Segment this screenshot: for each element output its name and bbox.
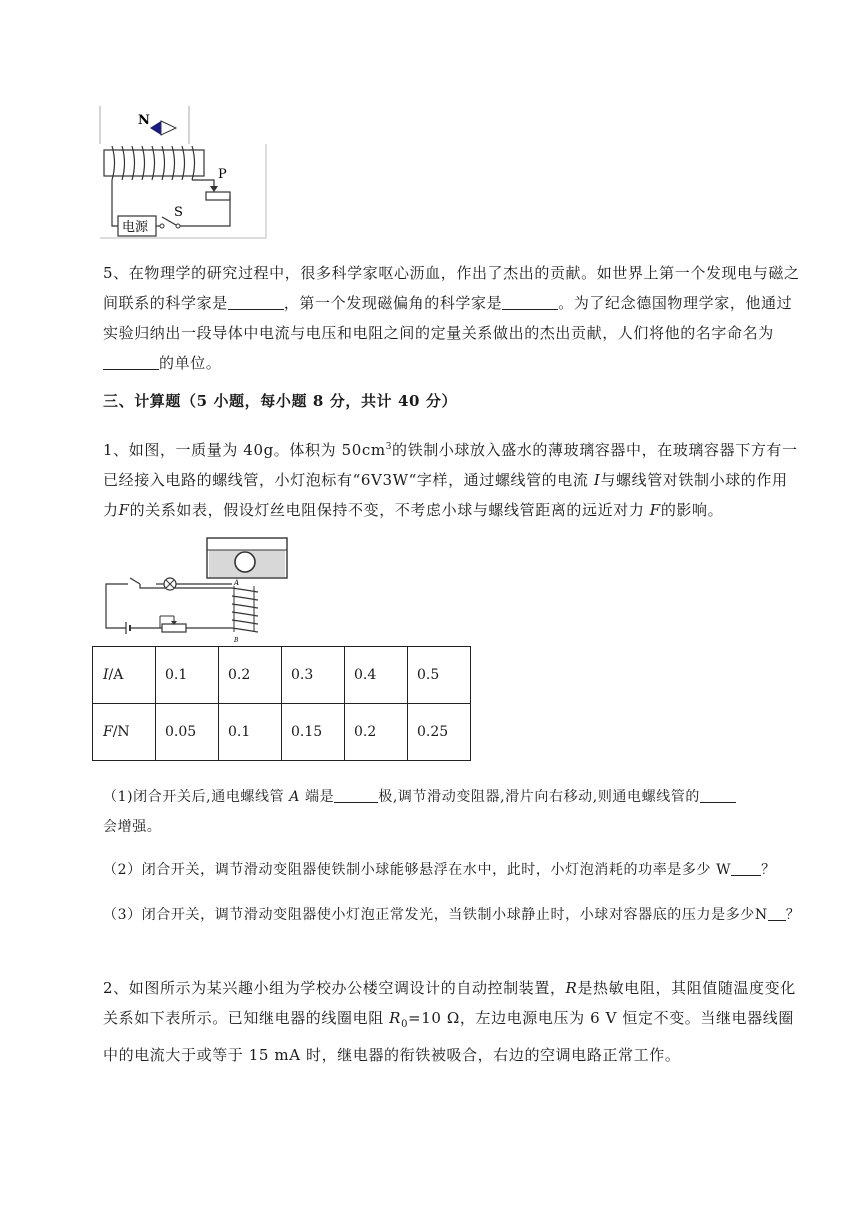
sub-question-2 bbox=[103, 855, 803, 885]
blank bbox=[768, 904, 786, 921]
section-heading: 三、计算题（5 小题，每小题 8 分，共计 40 分） bbox=[103, 392, 458, 410]
sub-question-3 bbox=[103, 900, 803, 930]
unit: /A bbox=[108, 667, 124, 683]
table-row bbox=[93, 647, 471, 704]
q5-text-1: 5、在物理学的研究过程中，很多科学家呕心沥血，作出了杰出的贡献。如世界上第一个发现电与磁之间联系的科学家是 bbox=[103, 264, 800, 312]
table-header-cell bbox=[93, 704, 156, 761]
table-cell: 0.1 bbox=[219, 704, 282, 761]
solenoid-circuit-figure bbox=[98, 104, 273, 240]
blank bbox=[731, 859, 761, 876]
table-cell: 0.05 bbox=[156, 704, 219, 761]
q5-text-2: ，第一个发现磁偏角的科学家是 bbox=[283, 294, 503, 312]
variable-f: F bbox=[103, 724, 113, 740]
sub-question-1 bbox=[103, 782, 803, 842]
variable-i: I bbox=[103, 667, 109, 683]
calc-question-2 bbox=[103, 973, 803, 1070]
compass-needle-north bbox=[150, 121, 161, 135]
table-header-cell bbox=[93, 647, 156, 704]
table-cell: 0.4 bbox=[345, 647, 408, 704]
question-5 bbox=[103, 258, 803, 378]
rheostat bbox=[206, 192, 230, 200]
table-cell: 0.5 bbox=[408, 647, 471, 704]
sub1-text-3: 极,调节滑动变阻器,滑片向右移动,则通电螺线管的 bbox=[378, 789, 701, 805]
current-force-table bbox=[92, 646, 471, 761]
blank bbox=[103, 353, 159, 370]
table-cell: 0.3 bbox=[282, 647, 345, 704]
calc-question-1 bbox=[103, 432, 803, 525]
q5-text-3: 。为了纪念德国物理学家，他通过实验归纳出一段导体中电流与电压和电阻之间的定量关系做出的杰出贡献，人们将他的名字命名为 bbox=[103, 294, 793, 342]
sub2-text-2: ？ bbox=[761, 862, 776, 878]
variable-f: F bbox=[118, 501, 130, 519]
blank bbox=[700, 786, 736, 803]
table-cell: 0.2 bbox=[345, 704, 408, 761]
variable-a: A bbox=[289, 789, 300, 805]
sub3-text-1: （3）闭合开关，调节滑动变阻器使小灯泡正常发光，当铁制小球静止时，小球对容器底的压力是多少N bbox=[103, 907, 768, 923]
blank bbox=[334, 786, 378, 803]
table-cell: 0.15 bbox=[282, 704, 345, 761]
label-b: B bbox=[234, 637, 239, 644]
container-solenoid-figure bbox=[100, 532, 300, 646]
variable-f: F bbox=[649, 501, 661, 519]
calc1-text-1: 1、如图，一质量为 40g。体积为 50cm bbox=[103, 441, 386, 459]
label-p: P bbox=[218, 167, 227, 182]
table-cell: 0.2 bbox=[219, 647, 282, 704]
switch bbox=[130, 578, 140, 584]
table-cell: 0.1 bbox=[156, 647, 219, 704]
variable-r0: R bbox=[389, 1009, 402, 1027]
label-a: A bbox=[234, 579, 240, 587]
sub3-text-2: ？ bbox=[785, 907, 801, 923]
calc2-text-3: =10 Ω，左边电源电压为 6 V 恒定不变。当继电器线圈中的电流大于或等于 15 mA 时，继电器的衔铁被吸合，右边的空调电路正常工作。 bbox=[103, 1009, 794, 1064]
table-row bbox=[93, 704, 471, 761]
rheostat bbox=[162, 624, 186, 632]
calc1-text-4: 的关系如表，假设灯丝电阻保持不变，不考虑小球与螺线管距离的远近对力 bbox=[129, 501, 650, 519]
variable-r: R bbox=[565, 979, 578, 997]
superscript: 3 bbox=[385, 442, 393, 452]
unit: /N bbox=[112, 724, 130, 740]
label-s: S bbox=[174, 205, 183, 220]
sub1-text-1: （1)闭合开关后,通电螺线管 bbox=[103, 789, 290, 805]
calc1-text-3: 与螺线管对铁制小球的作用力 bbox=[103, 471, 788, 519]
sub1-text-2: 端是 bbox=[300, 789, 335, 805]
label-n: N bbox=[138, 113, 150, 128]
calc1-text-5: 的影响。 bbox=[660, 501, 724, 519]
calc2-text-2: 是热敏电阻，其阻值随温度变化关系如下表所示。已知继电器的线圈电阻 bbox=[103, 979, 796, 1027]
compass-needle-south bbox=[161, 121, 176, 135]
blank bbox=[502, 293, 558, 310]
iron-ball bbox=[235, 552, 255, 572]
table-cell: 0.25 bbox=[408, 704, 471, 761]
subscript: 0 bbox=[401, 1019, 409, 1030]
q5-text-4: 的单位。 bbox=[159, 354, 222, 372]
sub1-text-4: 会增强。 bbox=[103, 819, 162, 835]
calc2-text-1: 2、如图所示为某兴趣小组为学校办公楼空调设计的自动控制装置， bbox=[103, 979, 566, 997]
label-power: 电源 bbox=[122, 220, 149, 235]
calc1-text-2: 的铁制小球放入盛水的薄玻璃容器中，在玻璃容器下方有一已经接入电路的螺线管，小灯泡标有“6V3W“字样，通过螺线管的电流 bbox=[103, 441, 798, 489]
sub2-text-1: （2）闭合开关，调节滑动变阻器使铁制小球能够悬浮在水中，此时，小灯泡消耗的功率是多少 W bbox=[103, 862, 732, 878]
variable-i: I bbox=[593, 471, 601, 489]
blank bbox=[228, 293, 284, 310]
